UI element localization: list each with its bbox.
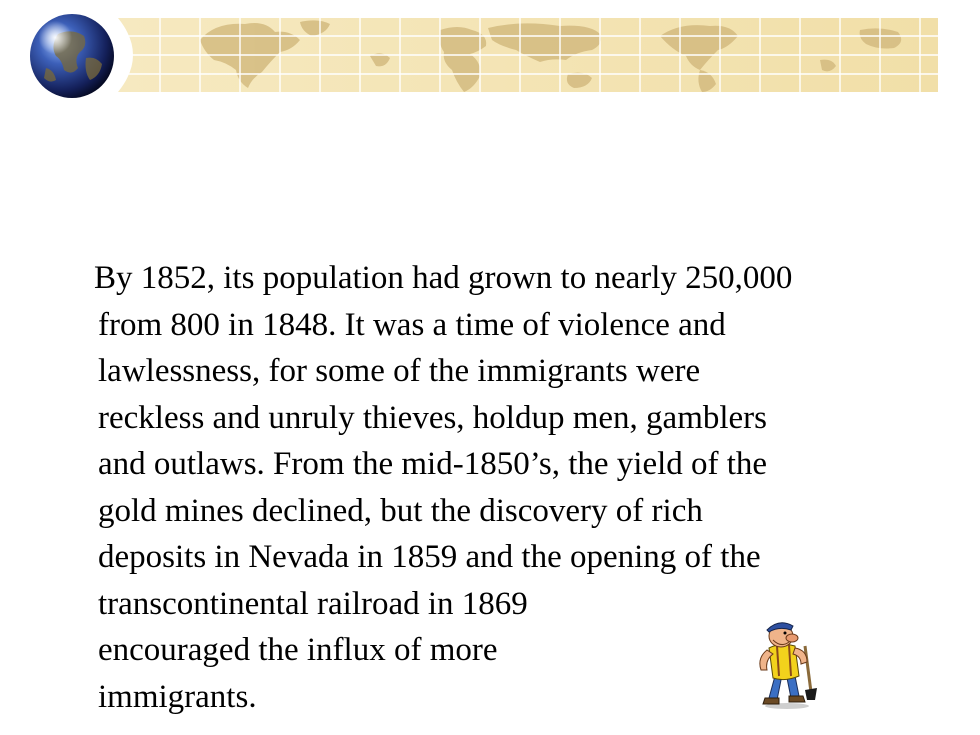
body-line-10: immigrants. xyxy=(98,678,257,715)
body-line-3: lawlessness, for some of the immigrants were xyxy=(98,353,701,389)
body-line-6: gold mines declined, but the discovery of rich xyxy=(98,492,703,529)
body-line-9: encouraged the influx of more xyxy=(98,632,498,668)
body-line-1: By 1852, its population had grown to nearly 250,000 xyxy=(94,260,793,296)
body-line-8: transcontinental railroad in 1869 xyxy=(98,585,528,622)
body-line-4: reckless and unruly thieves, holdup men, gamblers xyxy=(98,399,768,436)
body-line-2: from 800 in 1848. It was a time of violence and xyxy=(98,306,726,343)
body-line-7: deposits in Nevada in 1859 and the opening of the xyxy=(98,539,761,575)
gold-miner-icon xyxy=(745,618,825,710)
body-line-5: and outlaws. From the mid-1850’s, the yield of the xyxy=(98,446,768,482)
world-map-banner xyxy=(0,0,980,110)
globe-icon xyxy=(28,12,116,100)
slide-body-text xyxy=(94,255,954,720)
